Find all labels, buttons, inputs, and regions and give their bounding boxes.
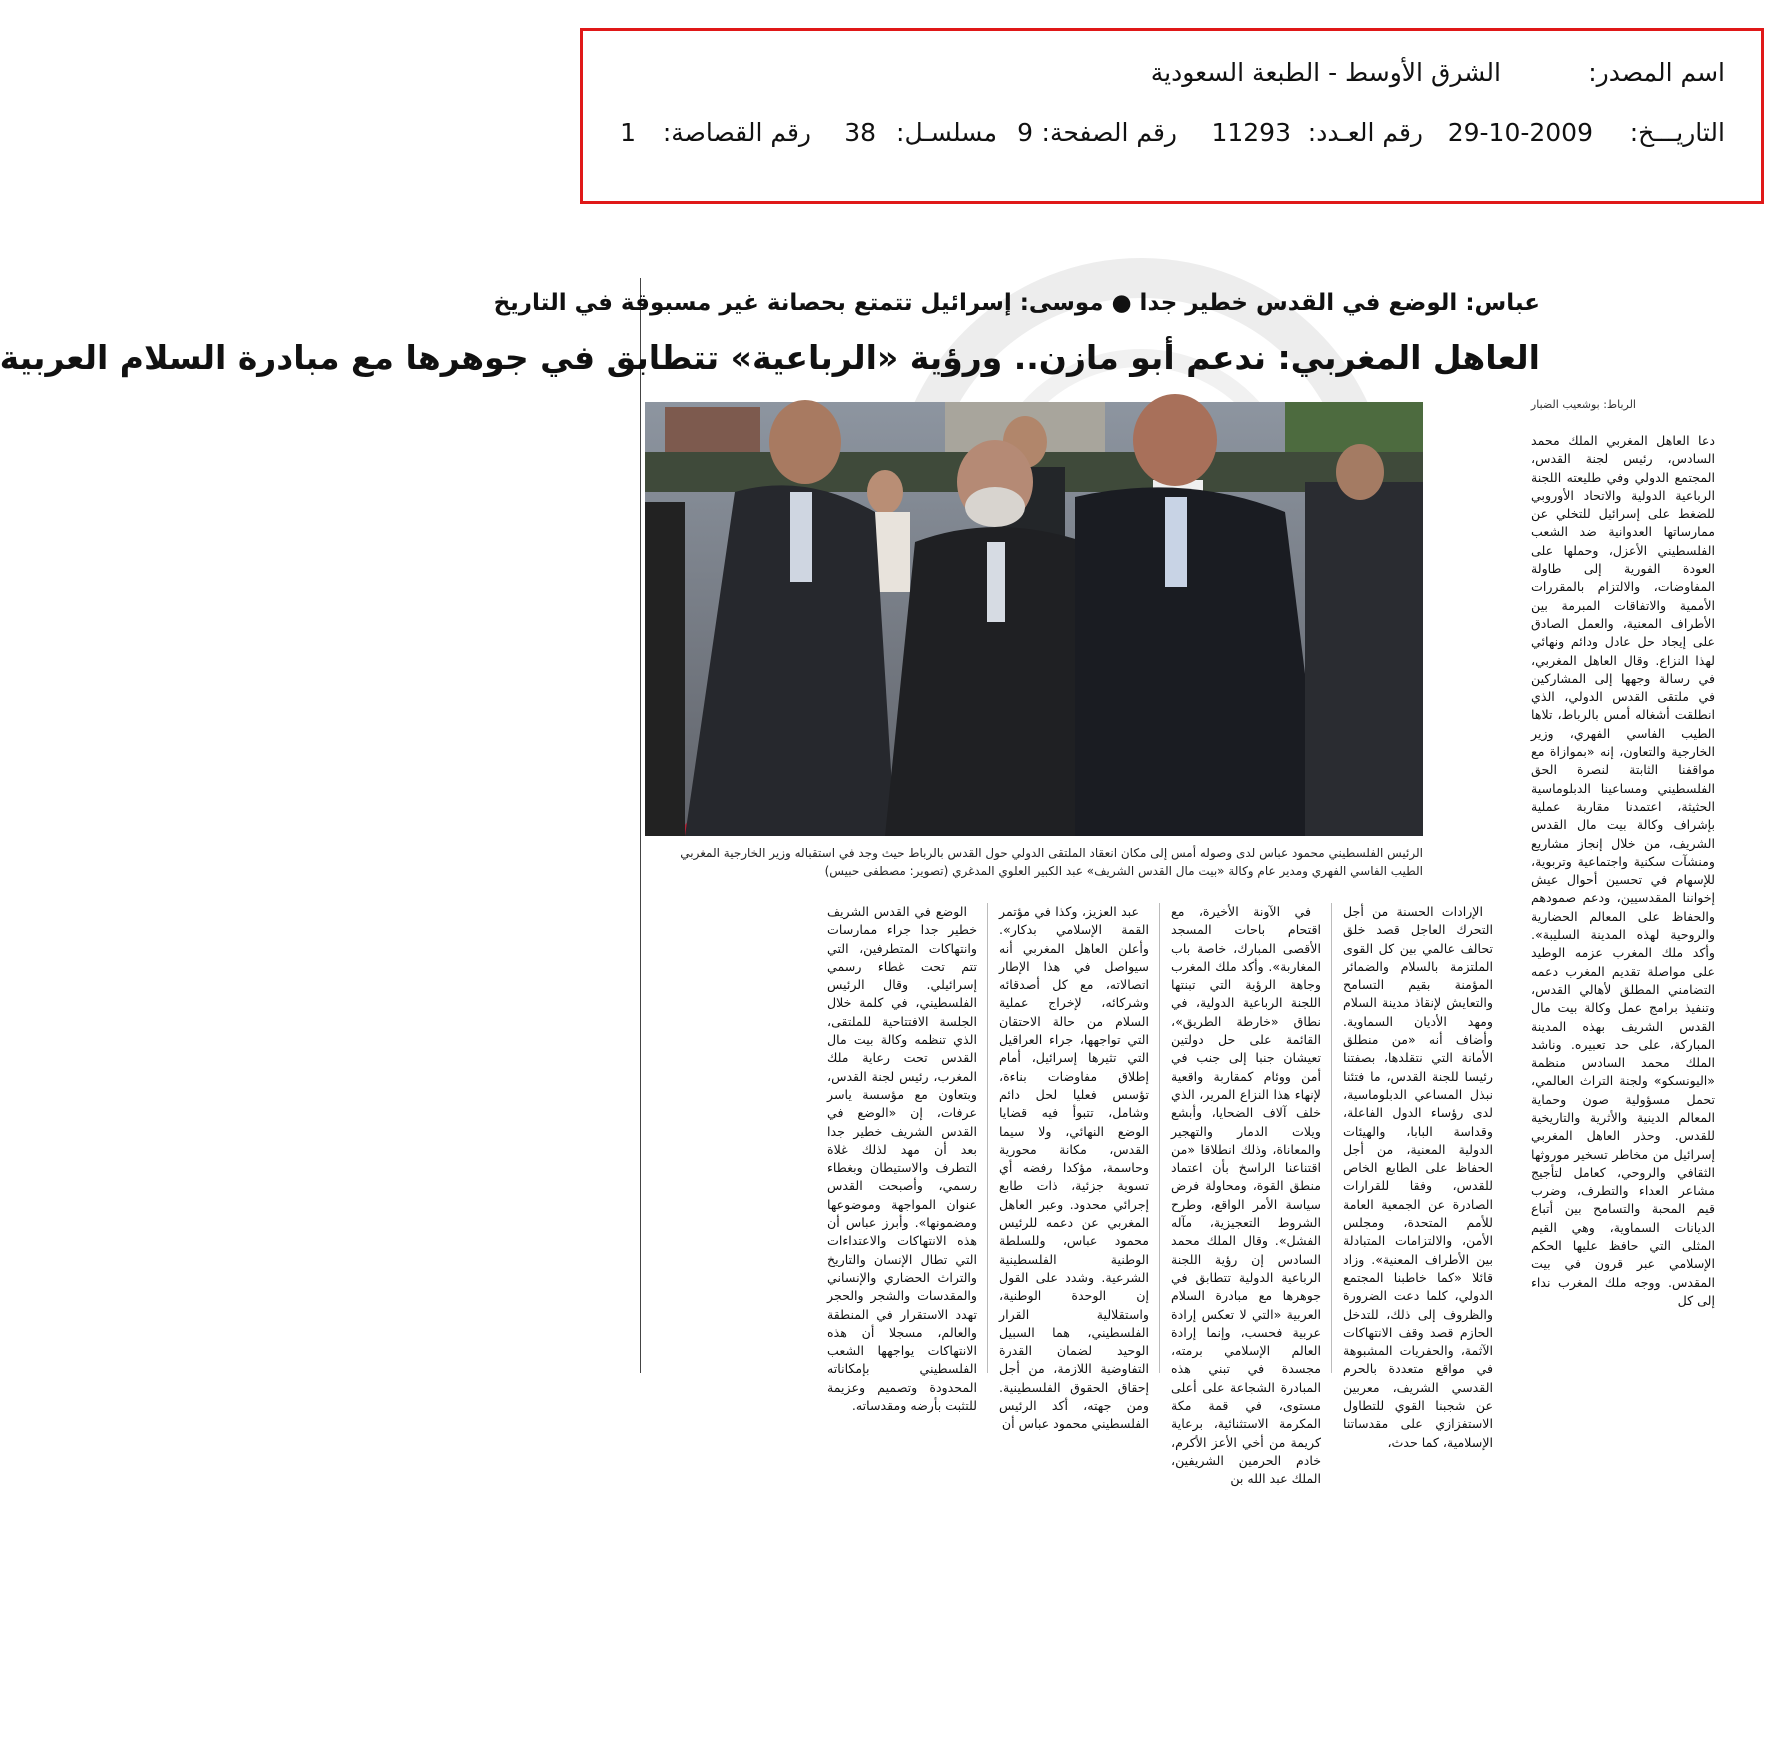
date-value: 29-10-2009: [1447, 118, 1593, 147]
page-label: رقم الصفحة:: [1041, 118, 1177, 147]
article-byline: الرباط: بوشعيب الضبار: [1530, 398, 1636, 411]
clipping-header-box: [580, 28, 1764, 204]
article-column-4-text: عبد العزيز، وكذا في مؤتمر القمة الإسلامي بدكار». وأعلن العاهل المغربي أنه سيواصل في هذا الإطار اتصالاته، مع كل أصدقائه وشركائه، لإخراج عملية السلام من حالة الاحتقان التي تواجهها، جراء العراقيل التي تثيرها إسرائيل، أمام إطلاق مفاوضات بناءة، تؤسس فعليا لحل دائم وشامل، تتبوأ فيه قضايا الوضع النهائي، ولا سيما القدس، مكانة محورية وحاسمة، مؤكدا رفضه أي تسوية جزئية، ذات طابع إجرائي محدود. وعبر العاهل المغربي عن دعمه للرئيس محمود عباس، وللسلطة الوطنية الفلسطينية الشرعية. وشدد على القول إن الوحدة الوطنية، واستقلالية القرار الفلسطيني، هما السبيل الوحيد لضمان القدرة التفاوضية اللازمة، من أجل إحقاق الحقوق الفلسطينية. ومن جهته، أكد الرئيس الفلسطيني محمود عباس أن: [999, 904, 1149, 1432]
article-column-5: [827, 903, 977, 1414]
column-divider: [987, 903, 988, 1373]
newspaper-article: [0, 278, 1715, 1487]
column-divider: [1159, 903, 1160, 1373]
photo-caption: الرئيس الفلسطيني محمود عباس لدى وصوله أمس إلى مكان انعقاد الملتقى الدولي حول القدس بالرباط حيث وجد في استقباله وزير الخارجية المغربي الطيب الفاسي الفهري ومدير عام وكالة «بيت مال القدس الشريف» عبد الكبير العلوي المدغري (تصوير: مصطفى حبيس): [680, 846, 1423, 878]
article-column-5-text: الوضع في القدس الشريف خطير جدا جراء ممارسات وانتهاكات المتطرفين، التي تتم تحت غطاء رسمي إسرائيلي. وقال الرئيس الفلسطيني، في كلمة خلال الجلسة الافتتاحية للملتقى، الذي تنظمه وكالة بيت مال القدس تحت رعاية ملك المغرب، رئيس لجنة القدس، وبتعاون مع مؤسسة ياسر عرفات، إن «الوضع في القدس الشريف خطير جدا بعد أن مهد لذلك غلاة التطرف والاستيطان وبغطاء رسمي، وأصبحت القدس عنوان المواجهة وموضوعها ومضمونها». وأبرز عباس أن هذه الانتهاكات والاعتداءات التي تطال الإنسان والتاريخ والتراث الحضاري والإنساني والمقدسات والشجر والحجر تهدد الاستقرار في المنطقة والعالم، مسجلا أن هذه الانتهاكات يواجهها الشعب الفلسطيني بإمكاناته المحدودة وتصميم وعزيمة للتثبت بأرضه ومقدساته.: [827, 904, 977, 1414]
article-column-1: [1531, 432, 1715, 1308]
serial-label: مسلسـل:: [896, 118, 997, 147]
serial-value: 38: [844, 118, 876, 147]
article-headline: العاهل المغربي: ندعم أبو مازن.. ورؤية «الرباعية» تتطابق في جوهرها مع مبادرة السلام العربية: [0, 338, 1540, 377]
issue-value: 11293: [1211, 118, 1291, 147]
article-column-2: [1343, 903, 1493, 1450]
date-label: التاريـــخ:: [1629, 118, 1725, 147]
issue-label: رقم العـدد:: [1307, 118, 1423, 147]
article-column-2-text: الإرادات الحسنة من أجل التحرك العاجل قصد خلق تحالف عالمي بين كل القوى الملتزمة بالسلام والضمائر المؤمنة بقيم التسامح والتعايش لإنقاذ مدينة السلام ومهد الأديان السماوية. وأضاف أنه «من منطلق الأمانة التي نتقلدها، بصفتنا رئيسا للجنة القدس، ما فتئنا نبذل المساعي الدبلوماسية، لدى رؤساء الدول الفاعلة، وقداسة البابا، والهيئات الدولية المعنية، من أجل الحفاظ على الطابع الخاص للقدس، وفقا للقرارات الصادرة عن الجمعية العامة للأمم المتحدة، ومجلس الأمن، والالتزامات المتبادلة بين الأطراف المعنية». وزاد قائلا «كما خاطبنا المجتمع الدولي، كلما دعت الضرورة والظروف إلى ذلك، للتدخل الحازم قصد وقف الانتهاكات الآثمة، والحفريات المشبوهة في مواقع متعددة بالحرم القدسي الشريف، معربين عن شجبنا القوي للتطاول الاستفزازي على مقدساتنا الإسلامية، كما حدث،: [1343, 904, 1493, 1450]
article-column-3: [1171, 903, 1321, 1487]
source-value: الشرق الأوسط - الطبعة السعودية: [1150, 58, 1501, 87]
article-column-1-text: دعا العاهل المغربي الملك محمد السادس، رئيس لجنة القدس، المجتمع الدولي وفي طليعته اللجنة الرباعية الدولية والاتحاد الأوروبي للضغط على إسرائيل للتخلي عن ممارساتها العدوانية ضد الشعب الفلسطيني الأعزل، وحملها على العودة الفورية إلى طاولة المفاوضات، والالتزام بالمقررات الأممية والاتفاقات المبرمة بين الأطراف المعنية، والعمل الصادق على إيجاد حل عادل ودائم ونهائي لهذا النزاع. وقال العاهل المغربي، في رسالة وجهها إلى المشاركين في ملتقى القدس الدولي، الذي انطلقت أشغاله أمس بالرباط، تلاها الطيب الفاسي الفهري، وزير الخارجية والتعاون، إنه «بموازاة مع مواقفنا الثابتة لنصرة الحق الفلسطيني ومساعينا الدبلوماسية الحثيثة، اعتمدنا مقاربة عملية بإشراف وكالة بيت مال القدس الشريف، من خلال إنجاز مشاريع ومنشآت سكنية واجتماعية وتربوية، للإسهام في تحسين أحوال عيش إخواننا المقدسيين، ودعم صمودهم والحفاظ على المعالم الحضارية والروحية لهذه المدينة السليبة». وأكد ملك المغرب عزمه الوطيد على مواصلة تقديم المغرب دعمه التضامني المطلق لأهالي القدس، وتنفيذ برامج عمل وكالة بيت مال القدس الشريف بهذه المدينة المباركة، على حد تعبيره. وناشد الملك محمد السادس منظمة «اليونسكو» ولجنة التراث العالمي، تحمل مسؤولية صون وحماية المعالم الدينية والأثرية والتاريخية للقدس. وحذر العاهل المغربي إسرائيل من مخاطر تسخير موروثها الثقافي والروحي، كعامل لتأجيج مشاعر العداء والتطرف، وضرب قيم المحبة والتسامح بين أتباع الديانات السماوية، وهي القيم المثلى التي حافظ عليها الحكم الإسلامي عبر قرون في بيت المقدس. ووجه ملك المغرب نداء إلى كل: [1531, 433, 1715, 1308]
page-value: 9: [1017, 118, 1033, 147]
article-photo: [645, 402, 1423, 836]
clip-value: 1: [620, 118, 636, 147]
article-column-3-text: في الآونة الأخيرة، مع اقتحام باحات المسجد الأقصى المبارك، خاصة باب المغاربة». وأكد ملك المغرب وجاهة الرؤية التي تبنتها اللجنة الرباعية الدولية، في نطاق «خارطة الطريق»، القائمة على حل دولتين تعيشان جنبا إلى جنب في أمن ووئام كمقاربة واقعية لإنهاء هذا النزاع المرير، الذي خلف آلاف الضحايا، وأبشع ويلات الدمار والتهجير والمعاناة، وذلك انطلاقا «من اقتناعنا الراسخ بأن اعتماد منطق القوة، ومحاولة فرض سياسة الأمر الواقع، وطرح الشروط التعجيزية، مآله الفشل». وقال الملك محمد السادس إن رؤية اللجنة الرباعية الدولية تتطابق في جوهرها مع مبادرة السلام العربية «التي لا تعكس إرادة عربية فحسب، وإنما إرادة العالم الإسلامي برمته، مجسدة في تبني هذه المبادرة الشجاعة على أعلى مستوى، في قمة مكة المكرمة الاستثنائية، برعاية كريمة من أخي الأعز الأكرم، خادم الحرمين الشريفين، الملك عبد الله بن: [1171, 904, 1321, 1487]
article-column-4: [999, 903, 1149, 1432]
column-divider: [1331, 903, 1332, 1373]
article-kicker: عباس: الوضع في القدس خطير جدا ● موسى: إسرائيل تتمتع بحصانة غير مسبوقة في التاريخ: [493, 290, 1540, 316]
clip-label: رقم القصاصة:: [662, 118, 811, 147]
source-label: اسم المصدر:: [1588, 58, 1725, 87]
